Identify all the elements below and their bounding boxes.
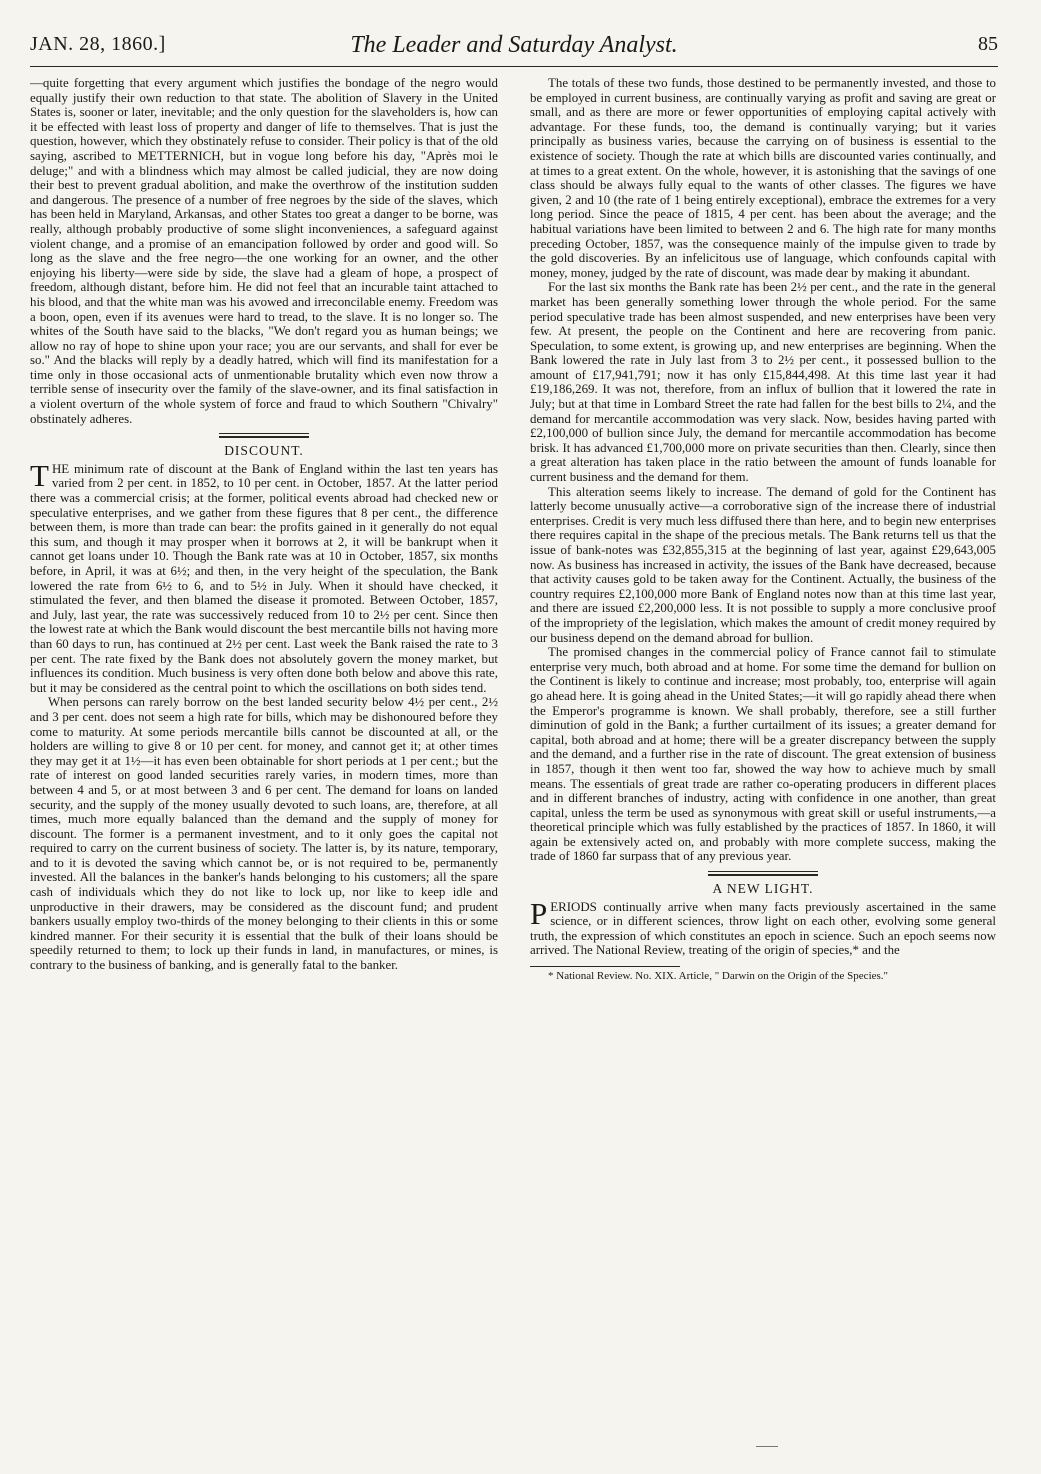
discount-paragraph-4: For the last six months the Bank rate has been 2½ per cent., and the rate in the general market has been generally something lower through the whole period. For the same period speculative trade has been almost suspended, and new enterprises have been very few. At present, the people on the Continent and here are recovering from panic. Speculation, to some extent, is growing up, and new enterprises are beginning. When the Bank lowered the rate in July last from 3 to 2½ per cent., it possessed bullion to the amount of £17,941,791; now it has only £15,844,498. At this time last year it had £19,186,269. It was not, therefore, from an influx of bullion that it lowered the rate in July; but at that time in Lombard Street the rate had fallen for the best bills to 2¼, and the demand for mercantile accommodation was very slack. Now, besides having parted with £2,100,000 of bullion since July, the demand for mercantile accommodation has become brisk. It has advanced £1,700,000 more on private securities than then. Clearly, since then a great alteration has taken place in the ratio between the amount of funds loanable for current business and the demand for them. — [530, 280, 996, 485]
new-light-paragraph: PERIODS continually arrive when many facts previously ascertained in the same science, or in different sciences, throw light on each other, evolving some general truth, the expression of which constitutes an epoch in science. Such an epoch seems now arrived. The National Review, treating of the origin of species,* and the — [530, 895, 996, 958]
issue-date: JAN. 28, 1860.] — [30, 33, 166, 55]
discount-paragraph-3: The totals of these two funds, those destined to be permanently invested, and those to be employed in current business, are continually varying as profit and saving are great or small, and as there are more or fewer opportunities of employing capital actively with advantage. For these funds, too, the demand is continually varying; but it varies principally as business varies, because the carrying on of business is essential to the existence of society. Though the rate at which bills are discounted varies continually, and at times to a great extent. On the whole, however, it is astonishing that the savings of one class should be always fully equal to the wants of other classes. The figures we have given, 2 and 10 (the rate of 1 being entirely exceptional), embrace the extremes for a very long period. Since the peace of 1815, 4 per cent. has been about the average; and the habitual variations have been limited to between 2 and 6. The high rate for many months preceding October, 1857, was the consequence mainly of the impulse given to trade by the gold discoveries. By an infelicitous use of language, which confounds capital with money, money, judged by the rate of discount, was made dear by making it abundant. — [530, 76, 996, 280]
left-column — [30, 76, 498, 973]
drop-cap: P — [530, 895, 548, 931]
discount-paragraph-2: When persons can rarely borrow on the best landed security below 4½ per cent., 2½ and 3 per cent. does not seem a high rate for bills, which may be dishonoured before they come to maturity. At some periods mercantile bills cannot be discounted at all, or the holders are willing to give 8 or 10 per cent. for money, and cannot get it; at other times they may get it at 1½—it has even been obtainable for short periods at 1 per cent.; but the rate of interest on good landed securities rarely varies, in modern times, more than between 4 and 5, or at most between 3 and 6 per cent. The demand for loans on landed security, and the supply of the money usually devoted to such loans, are, therefore, at all times, much more equally balanced than the demand and the supply of money for discount. The former is a permanent investment, and to it only goes the capital not required to carry on the current business of society. The latter is, by its nature, temporary, and to it is devoted the saving which cannot be, or is not required to be, permanently invested. All the balances in the banker's hands belonging to his customers; all the spare cash of individuals which they do not like to lock up, nor like to keep idle and unproductive in their drawers, may be considered as the discount fund; and prudent bankers usually employ two-thirds of the money belonging to their clients in this or some kindred manner. For their security it is essential that the bulk of their loans should be speedily returned to them; to lock up their funds in land, in manufactures, or mines, is contrary to the business of banking, and is generally fatal to the banker. — [30, 695, 498, 973]
footnote: * National Review. No. XIX. Article, " Darwin on the Origin of the Species." — [548, 970, 889, 983]
footnote-rule — [530, 966, 680, 967]
drop-cap: T — [30, 457, 49, 493]
new-light-heading: A NEW LIGHT. — [712, 881, 814, 897]
discount-paragraph-5: This alteration seems likely to increase. The demand of gold for the Continent has latterly become unusually active—a corroborative sign of the increase there of industrial enterprises. Credit is very much less diffused there than here, and to begin new enterprises there requires capital in the shape of the precious metals. The Bank returns tell us that the issue of bank-notes was £32,855,315 at the beginning of last year, against £29,643,005 now. As business has increased in activity, the issues of the Bank have decreased, because that activity causes gold to be taken away for the Continent. Actually, the business of the country requires £2,100,000 more Bank of England notes now than at this time last year, and there are issued £2,200,000 less. It is not possible to supply a more conclusive proof of the impropriety of the legislation, which makes the amount of credit money required by our business depend on the demand abroad for bullion. — [530, 484, 996, 645]
publication-title: The Leader and Saturday Analyst. — [350, 32, 678, 58]
ink-mark — [756, 1446, 778, 1447]
discount-paragraph-6: The promised changes in the commercial policy of France cannot fail to stimulate enterprise very much, both abroad and at home. For some time the demand for bullion on the Continent is likely to continue and increase; most probably, too, enterprise will again go ahead here. It is going ahead in the United States;—it will go rapidly ahead there when the Emperor's programme is known. We shall probably, therefore, see a still further diminution of gold in the Bank; a further curtailment of its issues; a greater demand for capital, both abroad and at home; there will be a greater discrepancy between the supply and the demand, and a further rise in the rate of discount. The great extension of business in 1857, though it then went too far, showed the way how to achieve much by small means. The essentials of great trade are rather co-operating producers in different places and in different branches of industry, acting with confidence in one another, than great capital, unless the term be used as synonymous with great skill or useful instruments,—a theoretical principle which was fully established by the practices of 1857. In 1860, it will again be extensively acted on, and probably with more complete success, making the trade of 1860 far surpass that of any previous year. — [530, 645, 996, 864]
discount-paragraph-1: THE minimum rate of discount at the Bank of England within the last ten years has varied from 2 per cent. in 1852, to 10 per cent. in October, 1857. At the latter period there was a commercial crisis; at the former, political events abroad had checked new or speculative enterprises, and we gather from these figures that 8 per cent., the difference between them, is more than trade can bear: the profits gained in it generally do not equal this sum, and though it may prosper when it borrows at 2, it will be bankrupt when it cannot get loans under 10. Though the Bank rate was at 10 in October, 1857, six months before, in April, it was at 6½; and then, in the very height of the speculation, the Bank lowered the rate from 6½ to 6, and to 5½ in July. When it should have checked, it stimulated the fever, and then blamed the disease it promoted. Between October, 1857, and July, last year, the rate was successively reduced from 10 to 2½ per cent. Since then the lowest rate at which the Bank would discount the best mercantile bills not having more than 60 days to run, has continued at 2½ per cent. Last week the Bank raised the rate to 3 per cent. The rate fixed by the Bank does not absolutely govern the money market, but influences its condition. Much business is very often done both below and above this rate, but it may be considered as the central point to which the oscillations on both sides tend. — [30, 457, 498, 695]
discount-heading: DISCOUNT. — [224, 443, 304, 459]
right-column — [530, 76, 996, 983]
page-header — [30, 30, 998, 67]
section-divider — [219, 432, 309, 440]
section-divider — [708, 870, 818, 878]
page-number: 85 — [978, 33, 998, 55]
slavery-paragraph: —quite forgetting that every argument which justifies the bondage of the negro would equally justify their own reduction to that state. The abolition of Slavery in the United States is, sooner or later, inevitable; and the only question for the slaveholders is, how can it be effected with least loss of property and danger of life to themselves. That is just the question, however, which they obstinately refuse to consider. Their policy is that of the old saying, ascribed to METTERNICH, but in vogue long before his day, "Après moi le deluge;" and with a blindness which may almost be called judicial, they are now doing their best to prevent gradual abolition, and make the overthrow of the institution sudden and dangerous. The presence of a number of free negroes by the side of the slaves, which has been held in Maryland, Arkansas, and other States too great a danger to be borne, was really, although probably productive of some slight inconveniences, a safeguard against violent change, and a promise of an emancipation followed by order and good will. So long as the slave and the free negro—the one working for an owner, and the other enjoying his liberty—were side by side, the slave had a gleam of hope, a prospect of freedom, although distant, before him. He did not feel that an incurable taint attached to his blood, and that the white man was his avowed and irreconcilable enemy. Freedom was a boon, open, even if its avenues were hard to tread, to the slave. It is no longer so. The whites of the South have said to the blacks, "We don't regard you as human beings; we allow no ray of hope to shine upon your race; you are our servants, and shall for ever be so." And the blacks will reply by a deadly hatred, which will find its manifestation for a time only in those occasional acts of unmentionable brutality which even now throw a terrible sense of insecurity over the family of the slave-owner, and its final satisfaction in a violent overturn of the whole system of force and fraud to which Southern "Chivalry" obstinately adheres. — [30, 76, 498, 426]
